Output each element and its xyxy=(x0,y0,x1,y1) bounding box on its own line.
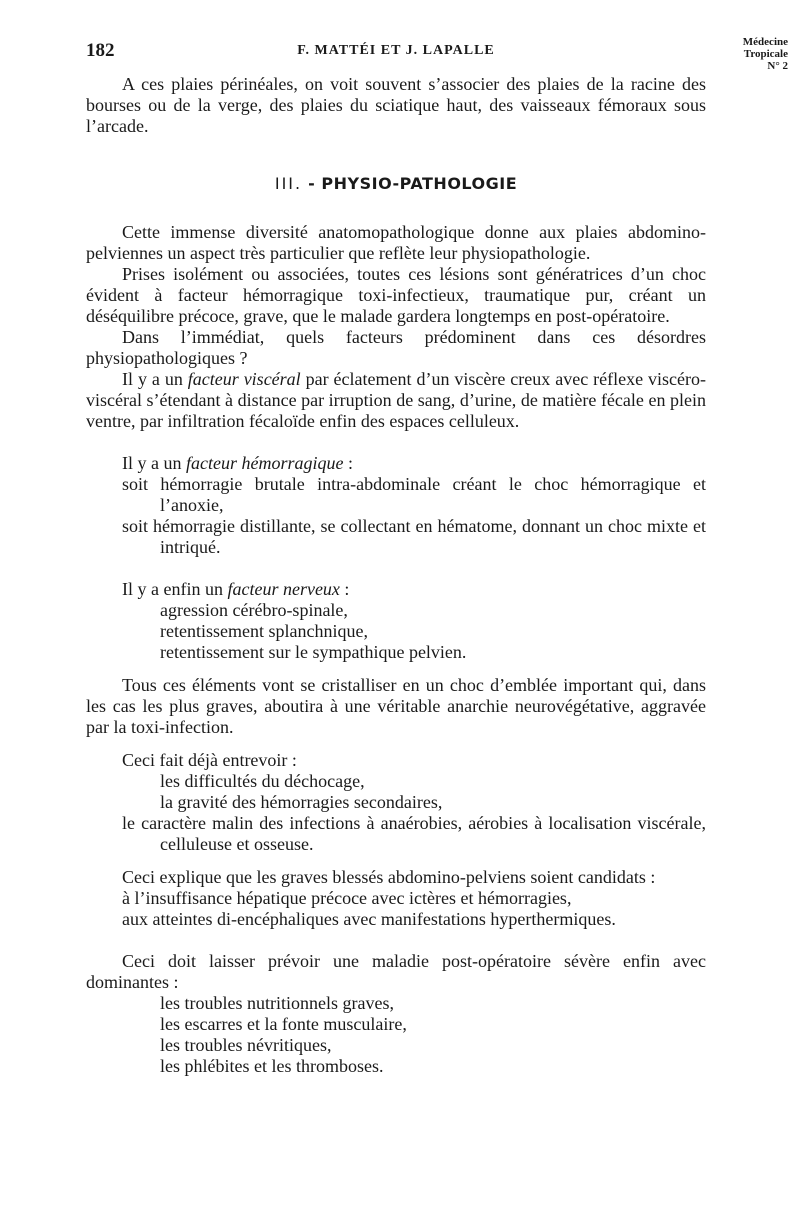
list-item: aux atteintes di-encéphaliques avec manifestations hyperthermiques. xyxy=(122,909,616,929)
list-item: le caractère malin des infections à anaérobies, aérobies à localisation viscérale, celluleuse et osseuse. xyxy=(122,813,706,854)
page-header xyxy=(86,40,706,66)
paragraph-visceral-factor xyxy=(86,369,706,432)
text-run: Il y a un xyxy=(122,369,188,389)
list-item: les difficultés du déchocage, xyxy=(160,771,365,791)
text-run: : xyxy=(343,453,353,473)
list-item: les troubles nutritionnels graves, xyxy=(160,993,394,1013)
journal-tag-line: Médecine xyxy=(742,36,788,48)
paragraph: Dans l’immédiat, quels facteurs prédominent dans ces désordres physiopathologiques ? xyxy=(86,327,706,368)
list-item: soit hémorragie brutale intra-abdominale créant le choc hémorragique et l’anoxie, xyxy=(122,474,706,515)
journal-tag-line: N° 2 xyxy=(767,60,788,72)
paragraph: Cette immense diversité anatomopathologique donne aux plaies abdomino-pelviennes un aspect très particulier que reflète leur physiopathologie. xyxy=(86,222,706,263)
text-run: : xyxy=(339,579,350,599)
section-heading xyxy=(86,173,706,194)
list-item: retentissement sur le sympathique pelvien. xyxy=(160,642,467,662)
paragraph-hemorrhagic-factor xyxy=(86,453,706,474)
paragraph: Tous ces éléments vont se cristalliser en un choc d’emblée important qui, dans les cas les plus graves, aboutira à une véritable anarchie neurovégétative, aggravée par la toxi-infection. xyxy=(86,675,706,737)
paragraph-nervous-factor xyxy=(86,579,706,600)
journal-tag-line: Tropicale xyxy=(743,48,788,60)
list-item: à l’insuffisance hépatique précoce avec ictères et hémorragies, xyxy=(122,888,572,908)
text-run: Il y a enfin un xyxy=(122,579,228,599)
section-title: PHYSIO-PATHOLOGIE xyxy=(321,174,518,193)
running-head: F. MATTÉI ET J. LAPALLE xyxy=(297,43,495,58)
list-item: soit hémorragie distillante, se collectant en hématome, donnant un choc mixte et intriqué. xyxy=(122,516,706,557)
text-run: par éclatement d’un viscère creux avec réflexe viscéro-viscéral s’étendant à distance par irruption de sang, d’urine, de matière fécale en plein ventre, par infiltration fécaloïde enfin des espaces celluleux. xyxy=(86,369,707,431)
emphasis: facteur viscéral xyxy=(187,369,301,389)
emphasis: facteur nerveux xyxy=(227,579,340,599)
list-item: les troubles névritiques, xyxy=(160,1035,332,1055)
emphasis: facteur hémorragique xyxy=(185,453,344,473)
list-item: retentissement splanchnique, xyxy=(160,621,368,641)
paragraph: Ceci explique que les graves blessés abdomino-pelviens soient candidats : xyxy=(122,867,656,887)
section-dash: - xyxy=(308,174,316,193)
paragraph: Prises isolément ou associées, toutes ces lésions sont génératrices d’un choc évident à facteur hémorragique toxi-infectieux, traumatique pur, créant un déséquilibre précoce, grave, que le malade gardera longtemps en post-opératoire. xyxy=(86,264,706,326)
list-item: agression cérébro-spinale, xyxy=(160,600,348,620)
paragraph-intro: A ces plaies périnéales, on voit souvent s’associer des plaies de la racine des bourses ou de la verge, des plaies du sciatique haut, des vaisseaux fémoraux sous l’arcade. xyxy=(86,74,706,136)
list-item: les escarres et la fonte musculaire, xyxy=(160,1014,407,1034)
body-text xyxy=(86,74,706,1077)
list-item: les phlébites et les thromboses. xyxy=(160,1056,384,1076)
paragraph: Ceci fait déjà entrevoir : xyxy=(122,750,297,770)
page-number: 182 xyxy=(86,40,115,61)
section-number: III. xyxy=(274,174,303,193)
paragraph: Ceci doit laisser prévoir une maladie post-opératoire sévère enfin avec dominantes : xyxy=(86,951,706,992)
journal-tag xyxy=(728,36,788,72)
list-item: la gravité des hémorragies secondaires, xyxy=(160,792,443,812)
text-run: Il y a un xyxy=(122,453,186,473)
